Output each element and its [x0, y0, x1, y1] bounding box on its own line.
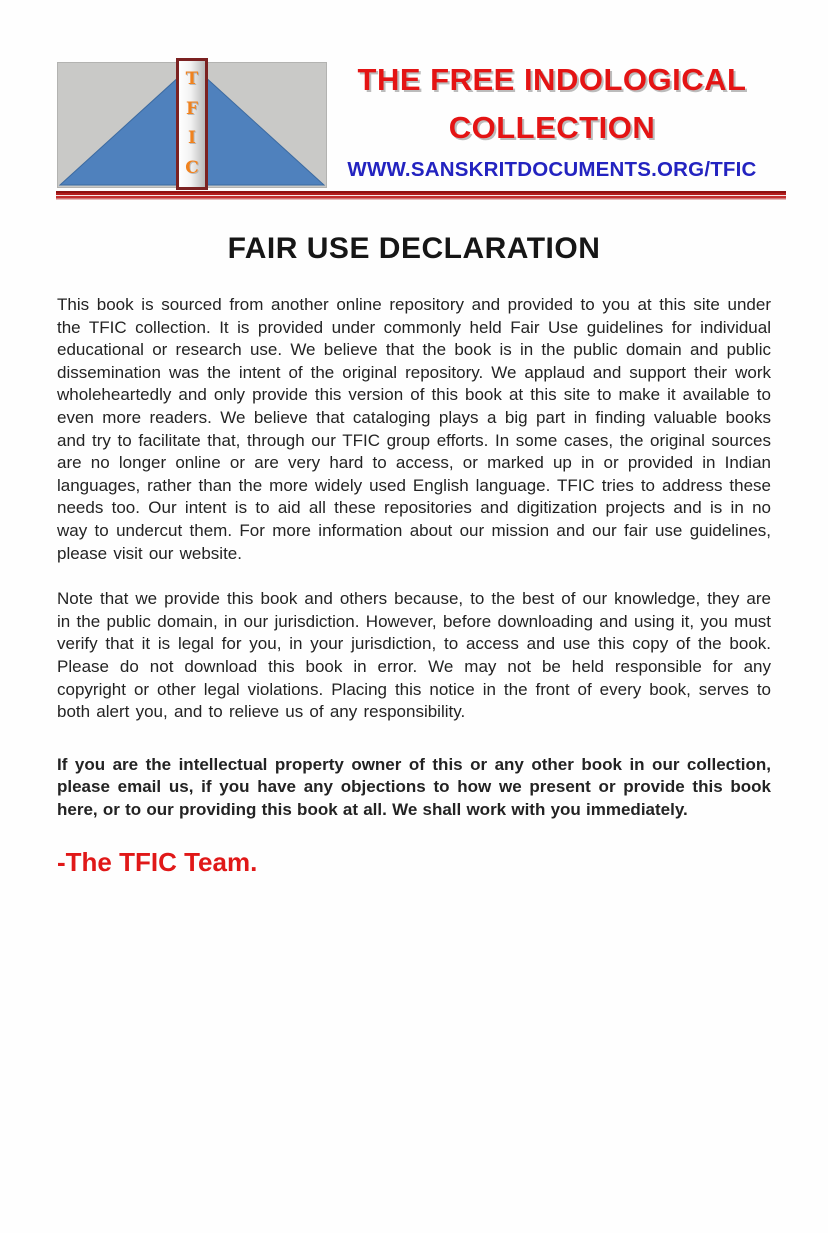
- paragraph-fair-use: This book is sourced from another online repository and provided to you at this site under the TFIC collection. It is provided under commonly held Fair Use guidelines for individual educational or research use. We believe that the book is in the public domain and public dissemination was the intent of the original repository. We applaud and support their work wholeheartedly and only provide this version of this book at this site to make it available to even more readers. We believe that cataloging plays a big part in finding valuable books and try to facilitate that, through our TFIC group efforts. In some cases, the original sources are no longer online or are very hard to access, or marked up in or provided in Indian languages, rather than the more widely used English language. TFIC tries to address these needs too. Our intent is to aid all these repositories and digitization projects and is in no way to undercut them. For more information about our mission and our fair use guidelines, please visit our website.: [57, 295, 771, 563]
- tfic-logo: [57, 62, 327, 188]
- document-content: [57, 232, 771, 878]
- logo-letter-i: I: [188, 128, 196, 149]
- tfic-logo-column: [176, 58, 208, 190]
- logo-letter-c: C: [185, 157, 199, 178]
- red-divider: [56, 191, 786, 200]
- page-title: FAIR USE DECLARATION: [227, 232, 601, 265]
- header: [57, 62, 771, 188]
- signature-tfic-team: -The TFIC Team.: [57, 847, 258, 878]
- collection-url: WWW.SANSKRITDOCUMENTS.ORG/TFIC: [347, 158, 757, 181]
- paragraph-legal-note: Note that we provide this book and others because, to the best of our knowledge, they are in the public domain, in our jurisdiction. However, before downloading and using it, you must verify that it is legal for you, in your jurisdiction, to access and use this copy of the book. Please do not download this book in error. We may not be held responsible for any copyright or other legal violations. Placing this notice in the front of every book, serves to both alert you, and to relieve us of any responsibility.: [57, 589, 771, 722]
- collection-title-line1: THE FREE INDOLOGICAL: [357, 62, 747, 97]
- title-block: [333, 56, 771, 182]
- logo-letter-t: T: [185, 69, 199, 90]
- collection-title-line2: COLLECTION: [448, 110, 656, 145]
- logo-letter-f: F: [185, 98, 199, 119]
- paragraph-ip-owner: If you are the intellectual property owner of this or any other book in our collection, please email us, if you have any objections to how we present or provide this book here, or to our providing this book at all. We shall work with you immediately.: [57, 754, 771, 819]
